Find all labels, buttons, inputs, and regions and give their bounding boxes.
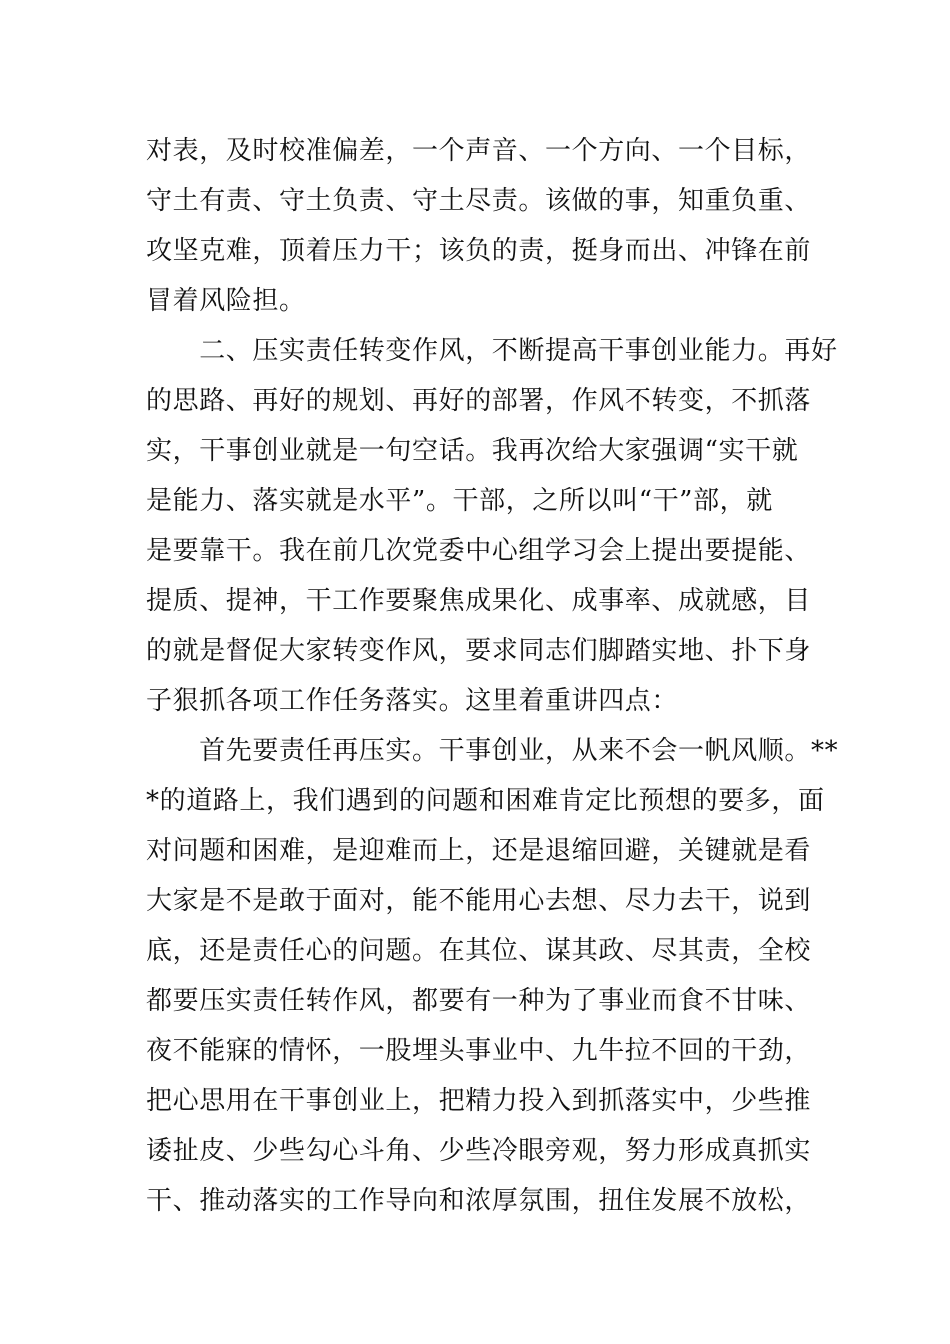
text-line: 干、推动落实的工作导向和浓厚氛围，扭住发展不放松， [146,1186,812,1216]
paragraph-start-line: 首先要责任再压实。干事创业，从来不会一帆风顺。** [146,736,839,766]
text-line: 都要压实责任转作风，都要有一种为了事业而食不甘味、 [146,986,812,1016]
body-text [146,126,839,1226]
text-line: 提质、提神，干工作要聚焦成果化、成事率、成就感，目 [146,586,812,616]
text-line: 对表，及时校准偏差，一个声音、一个方向、一个目标， [146,136,812,166]
text-line: 对问题和困难，是迎难而上，还是退缩回避，关键就是看 [146,836,812,866]
text-line: 攻坚克难，顶着压力干；该负的责，挺身而出、冲锋在前 [146,236,812,266]
text-line: 子狠抓各项工作任务落实。这里着重讲四点： [146,686,679,716]
text-line: 大家是不是敢于面对，能不能用心去想、尽力去干，说到 [146,886,812,916]
text-line: 的就是督促大家转变作风，要求同志们脚踏实地、扑下身 [146,636,812,666]
text-line: 底，还是责任心的问题。在其位、谋其政、尽其责，全校 [146,936,812,966]
text-line: *的道路上，我们遇到的问题和困难肯定比预想的要多，面 [146,786,825,816]
text-line: 的思路、再好的规划、再好的部署，作风不转变，不抓落 [146,386,812,416]
paragraph-heading-line: 二、压实责任转变作风，不断提高干事创业能力。再好 [146,336,838,366]
text-line: 冒着风险担。 [146,286,306,316]
text-line: 是能力、落实就是水平”。干部，之所以叫“干”部，就 [146,486,773,516]
text-line: 把心思用在干事创业上，把精力投入到抓落实中，少些推 [146,1086,812,1116]
text-line: 夜不能寐的情怀，一股埋头事业中、九牛拉不回的干劲， [146,1036,812,1066]
text-line: 实，干事创业就是一句空话。我再次给大家强调“实干就 [146,436,799,466]
text-line: 诿扯皮、少些勾心斗角、少些冷眼旁观，努力形成真抓实 [146,1136,812,1166]
text-line: 是要靠干。我在前几次党委中心组学习会上提出要提能、 [146,536,812,566]
text-line: 守土有责、守土负责、守土尽责。该做的事，知重负重、 [146,186,812,216]
